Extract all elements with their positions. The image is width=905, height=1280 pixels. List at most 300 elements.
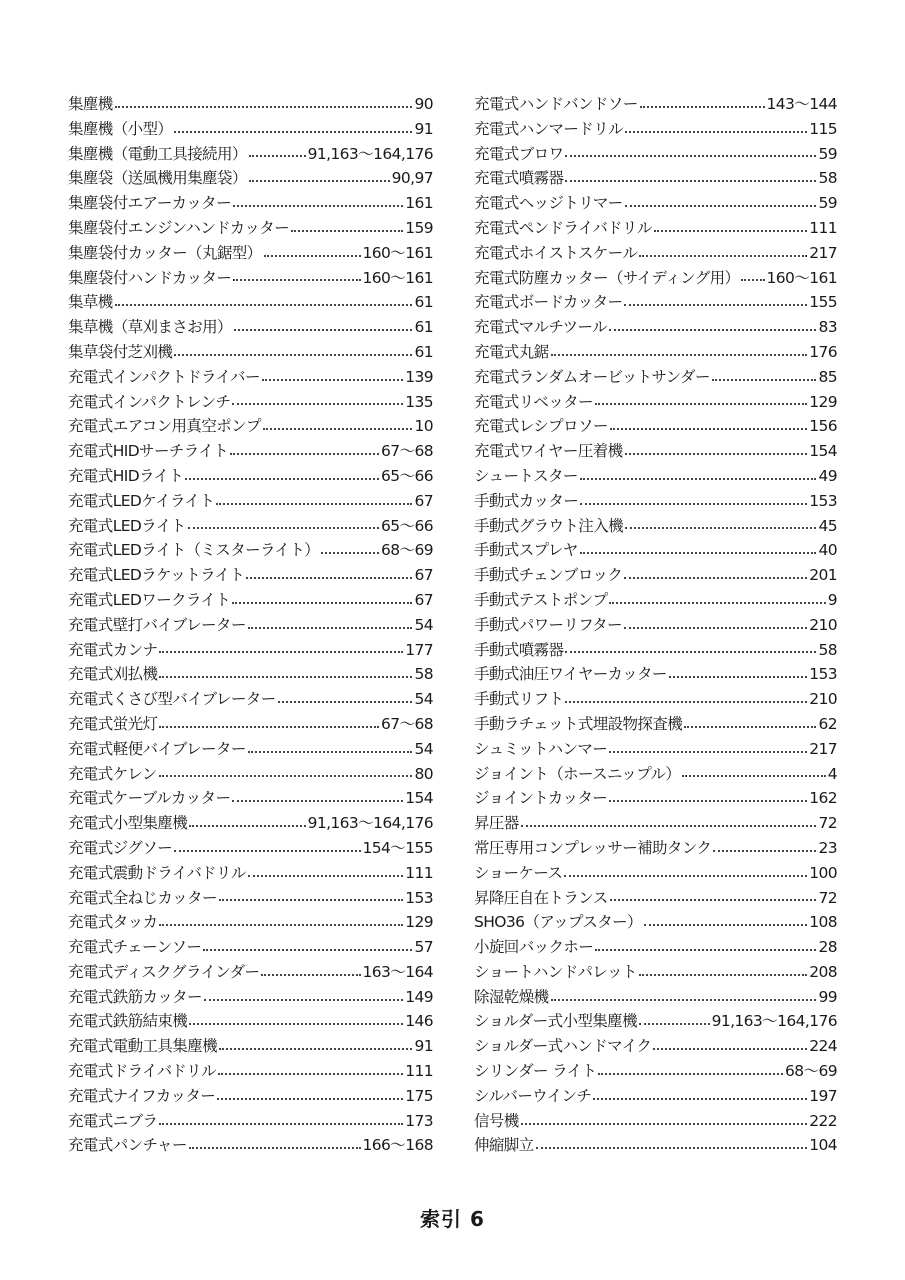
index-page-number: 159: [405, 218, 433, 237]
index-page-number: 62: [818, 714, 837, 733]
index-term: 集草袋付芝刈機: [68, 342, 173, 361]
dot-leader: [249, 154, 306, 157]
index-term: 充電式LEDライト: [68, 516, 186, 535]
index-entry: [474, 638, 837, 663]
index-entry: [68, 1084, 433, 1109]
dot-leader: [521, 824, 817, 827]
index-entry: [68, 737, 433, 762]
index-entry: [68, 1133, 433, 1158]
index-entry: [474, 910, 837, 935]
dot-leader: [551, 998, 817, 1001]
index-page-number: 61: [414, 342, 433, 361]
index-entry: [474, 786, 837, 811]
index-page-number: 163〜164: [362, 962, 433, 981]
index-term: 充電式防塵カッター（サイディング用）: [474, 268, 740, 287]
index-page-number: 91,163〜164,176: [711, 1012, 837, 1031]
index-entry: [474, 1009, 837, 1034]
index-entry: [68, 142, 433, 167]
index-term: ショルダー式小型集塵機: [474, 1012, 637, 1031]
dot-leader: [625, 526, 816, 529]
index-entry: [474, 166, 837, 191]
index-term: 集塵袋付ハンドカッター: [68, 268, 232, 287]
index-page-number: 197: [809, 1086, 837, 1105]
dot-leader: [609, 799, 807, 802]
index-page-number: 65〜66: [381, 516, 433, 535]
index-page-number: 45: [818, 516, 837, 535]
index-page-number: 129: [809, 392, 837, 411]
index-entry: [68, 985, 433, 1010]
dot-leader: [609, 601, 825, 604]
index-page-number: 99: [818, 987, 837, 1006]
dot-leader: [669, 675, 807, 678]
index-page-number: 146: [405, 1012, 433, 1031]
index-page-number: 90: [414, 95, 433, 113]
index-entry: [68, 811, 433, 836]
index-term: 充電式パンチャー: [68, 1136, 187, 1155]
index-term: 充電式ボードカッター: [474, 293, 623, 312]
dot-leader: [684, 725, 816, 728]
dot-leader: [249, 179, 390, 182]
index-page-number: 139: [405, 367, 433, 386]
dot-leader: [595, 402, 807, 405]
index-entry: [68, 1034, 433, 1059]
index-page-number: 40: [818, 541, 837, 560]
index-entry: [474, 1059, 837, 1084]
index-page-number: 108: [809, 913, 837, 932]
index-page-number: 91: [414, 1037, 433, 1056]
dot-leader: [713, 849, 816, 852]
index-term: 充電式全ねじカッター: [68, 888, 217, 907]
index-term: 充電式刈払機: [68, 665, 158, 684]
index-page-number: 111: [405, 863, 433, 882]
index-entry: [68, 241, 433, 266]
dot-leader: [189, 824, 305, 827]
index-page-number: 160〜161: [766, 268, 837, 287]
index-entry: [68, 861, 433, 886]
dot-leader: [248, 626, 413, 629]
dot-leader: [536, 1146, 808, 1149]
index-page-number: 72: [818, 888, 837, 907]
index-term: 充電式ディスクグラインダー: [68, 962, 260, 981]
index-page-number: 115: [809, 119, 837, 138]
index-term: 充電式ハンマードリル: [474, 119, 624, 138]
index-term: 充電式小型集塵機: [68, 814, 188, 833]
dot-leader: [219, 1047, 412, 1050]
index-page-number: 90,97: [391, 169, 433, 188]
index-entry: [474, 464, 837, 489]
index-entry: [68, 514, 433, 539]
index-entry: [68, 960, 433, 985]
index-term: 集草機（草刈まさお用）: [68, 318, 232, 337]
index-term: 充電式ジグソー: [68, 838, 172, 857]
index-entry: [68, 117, 433, 142]
index-page-number: 65〜66: [381, 466, 433, 485]
index-term: 昇圧器: [474, 814, 519, 833]
index-entry: [474, 762, 837, 787]
index-page-number: 67: [414, 566, 433, 585]
index-page-number: 177: [405, 640, 433, 659]
index-page-number: 160〜161: [362, 243, 433, 262]
index-term: 手動式チェンブロック: [474, 566, 623, 585]
index-term: 充電式LEDワークライト: [68, 590, 231, 609]
dot-leader: [625, 452, 808, 455]
index-term: 充電式ナイフカッター: [68, 1086, 216, 1105]
index-entry: [68, 216, 433, 241]
index-page-number: 9: [827, 590, 837, 609]
index-entry: [68, 662, 433, 687]
index-page-number: 217: [809, 739, 837, 758]
index-page-number: 175: [405, 1086, 433, 1105]
index-page-number: 111: [405, 1062, 433, 1081]
index-entry: [68, 1009, 433, 1034]
index-term: 充電式蛍光灯: [68, 714, 158, 733]
index-entry: [474, 1109, 837, 1134]
index-term: 手動式グラウト注入機: [474, 516, 624, 535]
index-entry: [474, 489, 837, 514]
index-page-number: 68〜69: [381, 541, 433, 560]
dot-leader: [741, 278, 764, 281]
index-term: 集塵袋付エアーカッター: [68, 194, 231, 213]
index-entry: [68, 414, 433, 439]
dot-leader: [625, 130, 807, 133]
index-page-number: 162: [809, 789, 837, 808]
index-entry: [474, 1133, 837, 1158]
index-entry: [68, 92, 433, 117]
dot-leader: [521, 1122, 808, 1125]
index-term: ショートハンドパレット: [474, 962, 637, 981]
index-page-number: 154: [809, 442, 837, 461]
index-term: 除湿乾燥機: [474, 987, 549, 1006]
index-term: 手動式リフト: [474, 690, 564, 709]
index-page-number: 91: [414, 119, 433, 138]
dot-leader: [565, 650, 816, 653]
dot-leader: [159, 1122, 403, 1125]
index-term: 充電式リベッター: [474, 392, 593, 411]
dot-leader: [278, 700, 413, 703]
index-term: 集塵機（小型）: [68, 119, 173, 138]
index-page-number: 222: [809, 1111, 837, 1130]
index-page-number: 28: [818, 938, 837, 957]
dot-leader: [639, 1022, 710, 1025]
index-page-number: 58: [414, 665, 433, 684]
index-page-number: 166〜168: [362, 1136, 433, 1155]
index-term: 集塵機: [68, 95, 113, 113]
index-term: 充電式タッカ: [68, 913, 158, 932]
index-term: 信号機: [474, 1111, 519, 1130]
dot-leader: [598, 1072, 783, 1075]
dot-leader: [624, 626, 807, 629]
index-term: ジョイントカッター: [474, 789, 608, 808]
index-page-number: 149: [405, 987, 433, 1006]
index-term: ジョイント（ホースニップル）: [474, 764, 681, 783]
dot-leader: [610, 427, 807, 430]
index-term: 充電式ニブラ: [68, 1111, 158, 1130]
index-page-number: 111: [809, 218, 837, 237]
index-entry: [474, 365, 837, 390]
index-entry: [474, 340, 837, 365]
index-entry: [474, 1084, 837, 1109]
dot-leader: [233, 278, 360, 281]
index-entry: [474, 390, 837, 415]
index-term: 充電式チェーンソー: [68, 938, 202, 957]
index-page-number: 154〜155: [362, 838, 433, 857]
dot-leader: [185, 477, 379, 480]
index-page-number: 10: [414, 417, 433, 436]
index-page-number: 80: [414, 764, 433, 783]
index-term: 充電式レシプロソー: [474, 417, 608, 436]
dot-leader: [639, 254, 807, 257]
index-term: 集塵機（電動工具接続用）: [68, 144, 247, 163]
index-term: 手動ラチェット式埋設物探査機: [474, 714, 683, 733]
index-page-number: 173: [405, 1111, 433, 1130]
dot-leader: [654, 229, 807, 232]
dot-leader: [580, 477, 817, 480]
index-entry: [68, 786, 433, 811]
dot-leader: [321, 551, 379, 554]
dot-leader: [115, 105, 413, 108]
index-term: シュートスター: [474, 466, 578, 485]
index-entry: [474, 588, 837, 613]
dot-leader: [174, 849, 361, 852]
index-page-number: 67: [414, 590, 433, 609]
index-page-number: 72: [818, 814, 837, 833]
index-term: 昇降圧自在トランス: [474, 888, 608, 907]
index-page-number: 154: [405, 789, 433, 808]
index-page-number: 210: [809, 690, 837, 709]
dot-leader: [189, 1022, 403, 1025]
dot-leader: [203, 948, 412, 951]
page-footer: 索引 6: [420, 1207, 485, 1231]
index-term: 小旋回バックホー: [474, 938, 594, 957]
index-term: 充電式ランダムオービットサンダー: [474, 367, 710, 386]
index-term: 手動式スプレヤ: [474, 541, 578, 560]
index-entry: [68, 166, 433, 191]
dot-leader: [174, 353, 412, 356]
dot-leader: [246, 576, 412, 579]
index-entry: [474, 439, 837, 464]
dot-leader: [644, 923, 807, 926]
index-entry: [68, 464, 433, 489]
index-term: シュミットハンマー: [474, 739, 608, 758]
index-term: 充電式軽便バイブレーター: [68, 739, 246, 758]
index-term: 充電式LEDケイライト: [68, 491, 215, 510]
index-entry: [474, 1034, 837, 1059]
index-entry: [68, 935, 433, 960]
index-entry: [68, 538, 433, 563]
index-page-number: 155: [809, 293, 837, 312]
index-page-number: 153: [809, 665, 837, 684]
dot-leader: [217, 1097, 403, 1100]
index-term: 集塵袋付カッター（丸鋸型）: [68, 243, 262, 262]
index-entry: [474, 935, 837, 960]
index-page-number: 67〜68: [381, 442, 433, 461]
index-entry: [68, 315, 433, 340]
index-entry: [68, 563, 433, 588]
index-entry: [474, 538, 837, 563]
dot-leader: [640, 105, 765, 108]
index-entry: [68, 191, 433, 216]
index-entry: [474, 414, 837, 439]
dot-leader: [188, 526, 380, 529]
dot-leader: [159, 725, 379, 728]
index-page-number: 100: [809, 863, 837, 882]
index-page-number: 4: [827, 764, 837, 783]
dot-leader: [248, 874, 403, 877]
index-entry: [68, 836, 433, 861]
dot-leader: [204, 998, 403, 1001]
index-page-number: 161: [405, 194, 433, 213]
index-entry: [68, 588, 433, 613]
index-entry: [68, 489, 433, 514]
dot-leader: [564, 874, 807, 877]
index-entry: [474, 142, 837, 167]
index-page-number: 153: [809, 491, 837, 510]
index-entry: [68, 638, 433, 663]
index-entry: [474, 92, 837, 117]
index-page-number: 85: [818, 367, 837, 386]
dot-leader: [159, 650, 403, 653]
dot-leader: [159, 774, 413, 777]
index-page-number: 160〜161: [362, 268, 433, 287]
index-term: 充電式インパクトレンチ: [68, 392, 231, 411]
dot-leader: [262, 378, 403, 381]
index-page-number: 143〜144: [766, 95, 837, 113]
index-term: 充電式ペンドライバドリル: [474, 218, 652, 237]
dot-leader: [565, 179, 816, 182]
index-term: 充電式LEDラケットライト: [68, 566, 245, 585]
index-page-number: 58: [818, 640, 837, 659]
index-term: 集草機: [68, 293, 113, 312]
dot-leader: [219, 898, 403, 901]
index-term: ショルダー式ハンドマイク: [474, 1037, 652, 1056]
index-page-number: 83: [818, 318, 837, 337]
index-entry: [68, 340, 433, 365]
dot-leader: [565, 700, 807, 703]
dot-leader: [115, 303, 413, 306]
index-entry: [68, 886, 433, 911]
index-page-number: 54: [414, 690, 433, 709]
index-term: 手動式カッター: [474, 491, 579, 510]
dot-leader: [232, 601, 412, 604]
index-entry: [474, 712, 837, 737]
dot-leader: [291, 229, 403, 232]
index-term: SHO36（アップスター）: [474, 913, 642, 932]
index-term: 充電式ワイヤー圧着機: [474, 442, 623, 461]
index-term: 充電式壁打バイブレーター: [68, 615, 246, 634]
index-page-number: 104: [809, 1136, 837, 1155]
dot-leader: [624, 303, 807, 306]
dot-leader: [263, 427, 413, 430]
index-term: 充電式カンナ: [68, 640, 158, 659]
index-term: 充電式丸鋸: [474, 342, 549, 361]
dot-leader: [551, 353, 808, 356]
index-entry: [68, 1109, 433, 1134]
index-term: 充電式くさび型バイブレーター: [68, 690, 276, 709]
dot-leader: [565, 154, 816, 157]
index-entry: [68, 687, 433, 712]
index-term: 充電式鉄筋カッター: [68, 987, 202, 1006]
index-page-number: 61: [414, 293, 433, 312]
index-term: 手動式パワーリフター: [474, 615, 622, 634]
index-term: 充電式震動ドライバドリル: [68, 863, 246, 882]
dot-leader: [625, 204, 817, 207]
index-term: 充電式電動工具集塵機: [68, 1037, 218, 1056]
index-entry: [474, 861, 837, 886]
dot-leader: [232, 799, 403, 802]
dot-leader: [261, 973, 360, 976]
dot-leader: [580, 551, 817, 554]
index-page-number: 129: [405, 913, 433, 932]
index-page-number: 54: [414, 615, 433, 634]
index-term: 充電式ケーブルカッター: [68, 789, 231, 808]
index-entry: [68, 390, 433, 415]
index-term: 充電式ケレン: [68, 764, 157, 783]
index-entry: [68, 1059, 433, 1084]
dot-leader: [624, 576, 807, 579]
index-term: ショーケース: [474, 863, 563, 882]
dot-leader: [653, 1047, 807, 1050]
dot-leader: [159, 923, 403, 926]
dot-leader: [580, 502, 807, 505]
index-page-number: 59: [818, 194, 837, 213]
index-term: 常圧専用コンプレッサー補助タンク: [474, 838, 712, 857]
index-entry: [474, 266, 837, 291]
dot-leader: [610, 898, 817, 901]
index-term: 手動式噴霧器: [474, 640, 564, 659]
index-term: 充電式マルチツール: [474, 318, 607, 337]
index-entry: [474, 687, 837, 712]
index-page-number: 59: [818, 144, 837, 163]
index-term: 手動式テストポンプ: [474, 590, 608, 609]
dot-leader: [216, 502, 412, 505]
dot-leader: [593, 1097, 807, 1100]
index-page-number: 224: [809, 1037, 837, 1056]
index-entry: [474, 290, 837, 315]
index-page-number: 135: [405, 392, 433, 411]
index-term: 充電式ハンドバンドソー: [474, 95, 638, 113]
index-page-number: 54: [414, 739, 433, 758]
index-page-number: 208: [809, 962, 837, 981]
dot-leader: [230, 452, 379, 455]
index-entry: [474, 886, 837, 911]
index-entry: [68, 290, 433, 315]
index-entry: [68, 712, 433, 737]
index-page-number: 23: [818, 838, 837, 857]
index-entry: [474, 563, 837, 588]
index-page-number: 217: [809, 243, 837, 262]
index-page-number: 176: [809, 342, 837, 361]
dot-leader: [609, 328, 817, 331]
index-page-number: 210: [809, 615, 837, 634]
index-term: シルバーウインチ: [474, 1086, 592, 1105]
index-entry: [474, 960, 837, 985]
index-entry: [474, 241, 837, 266]
index-term: 伸縮脚立: [474, 1136, 534, 1155]
index-page-number: 201: [809, 566, 837, 585]
index-page-number: 57: [414, 938, 433, 957]
dot-leader: [159, 675, 412, 678]
index-page-number: 58: [818, 169, 837, 188]
index-entry: [474, 811, 837, 836]
index-page-number: 49: [818, 466, 837, 485]
index-page-number: 91,163〜164,176: [307, 144, 433, 163]
index-entry: [474, 514, 837, 539]
index-page-number: 156: [809, 417, 837, 436]
index-term: シリンダー ライト: [474, 1062, 597, 1081]
index-page-number: 153: [405, 888, 433, 907]
index-page-number: 67: [414, 491, 433, 510]
index-term: 集塵袋付エンジンハンドカッター: [68, 218, 290, 237]
